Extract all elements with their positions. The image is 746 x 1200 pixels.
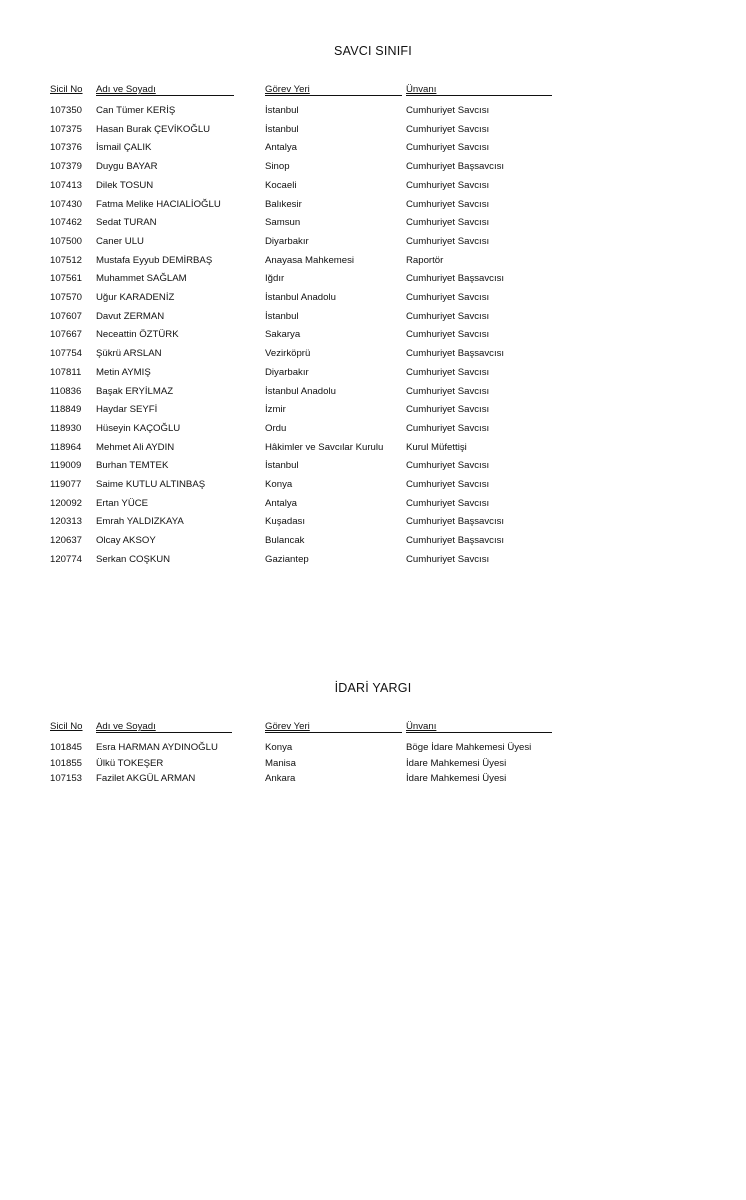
table-row <box>0 253 746 269</box>
cell-title: Cumhuriyet Savcısı <box>406 385 490 397</box>
cell-duty-place: Ankara <box>265 773 296 784</box>
cell-name: Hasan Burak ÇEVİKOĞLU <box>96 123 211 135</box>
cell-title: Böge İdare Mahkemesi Üyesi <box>406 742 532 753</box>
cell-duty-place: Antalya <box>265 497 297 509</box>
cell-duty-place: Iğdır <box>265 273 285 285</box>
header-duty-place: Görev Yeri <box>265 721 310 732</box>
table-row <box>0 514 746 530</box>
cell-sicil-no: 120637 <box>50 535 83 547</box>
cell-sicil-no: 107375 <box>50 123 83 135</box>
cell-name: Duygu BAYAR <box>96 161 158 173</box>
cell-sicil-no: 107430 <box>50 198 83 210</box>
cell-title: Cumhuriyet Başsavcısı <box>406 516 505 528</box>
cell-sicil-no: 107376 <box>50 142 83 154</box>
cell-sicil-no: 119077 <box>50 479 82 490</box>
header-name: Adı ve Soyadı <box>96 84 156 95</box>
cell-duty-place: İstanbul Anadolu <box>265 385 336 397</box>
cell-sicil-no: 107350 <box>50 105 83 116</box>
cell-title: Cumhuriyet Başsavcısı <box>406 161 505 173</box>
cell-duty-place: Sinop <box>265 161 290 173</box>
cell-duty-place: İstanbul <box>265 310 299 322</box>
table-row <box>0 346 746 362</box>
cell-title: Cumhuriyet Savcısı <box>406 123 490 135</box>
cell-duty-place: Samsun <box>265 217 301 229</box>
header-sicil-no: Sicil No <box>50 84 83 95</box>
cell-sicil-no: 101845 <box>50 742 83 753</box>
header-sicil-no: Sicil No <box>50 721 83 732</box>
header-duty-place: Görev Yeri <box>265 84 310 95</box>
table-row <box>0 756 746 772</box>
header-underline <box>406 95 552 96</box>
cell-duty-place: İstanbul <box>265 105 299 116</box>
cell-title: Cumhuriyet Savcısı <box>406 179 490 191</box>
table-row <box>0 421 746 437</box>
table-row <box>0 365 746 381</box>
cell-name: Başak ERYİLMAZ <box>96 385 174 397</box>
cell-title: Cumhuriyet Savcısı <box>406 142 490 154</box>
cell-title: Cumhuriyet Savcısı <box>406 105 490 116</box>
cell-name: Burhan TEMTEK <box>96 460 169 472</box>
cell-sicil-no: 107667 <box>50 329 83 341</box>
cell-name: Emrah YALDIZKAYA <box>96 516 184 528</box>
cell-title: Cumhuriyet Başsavcısı <box>406 348 505 360</box>
table-row <box>0 533 746 549</box>
table-row <box>0 402 746 418</box>
cell-duty-place: Ordu <box>265 422 287 434</box>
cell-title: Cumhuriyet Savcısı <box>406 217 490 229</box>
table-row <box>0 122 746 138</box>
cell-sicil-no: 107754 <box>50 348 83 360</box>
cell-sicil-no: 118849 <box>50 404 82 416</box>
cell-sicil-no: 107570 <box>50 292 83 303</box>
header-underline <box>265 95 402 96</box>
cell-sicil-no: 107153 <box>50 773 83 784</box>
cell-duty-place: Gaziantep <box>265 553 309 565</box>
header-underline <box>96 732 232 733</box>
cell-name: Serkan COŞKUN <box>96 553 171 565</box>
cell-duty-place: Vezirköprü <box>265 348 311 360</box>
table-row <box>0 740 746 756</box>
table-row <box>0 271 746 287</box>
cell-sicil-no: 110836 <box>50 385 82 397</box>
cell-sicil-no: 107379 <box>50 161 83 173</box>
table-row <box>0 458 746 474</box>
cell-sicil-no: 120313 <box>50 516 83 528</box>
cell-duty-place: Antalya <box>265 142 297 154</box>
cell-name: Şükrü ARSLAN <box>96 348 162 360</box>
cell-duty-place: Sakarya <box>265 329 301 341</box>
cell-sicil-no: 119009 <box>50 460 82 472</box>
cell-name: Metin AYMIŞ <box>96 366 151 378</box>
cell-name: Haydar SEYFİ <box>96 404 158 416</box>
cell-title: Cumhuriyet Başsavcısı <box>406 535 505 547</box>
cell-name: Saime KUTLU ALTINBAŞ <box>96 479 206 490</box>
table-row <box>0 178 746 194</box>
cell-sicil-no: 120092 <box>50 497 83 509</box>
cell-title: Cumhuriyet Savcısı <box>406 310 490 322</box>
cell-title: Cumhuriyet Savcısı <box>406 198 490 210</box>
cell-title: Cumhuriyet Savcısı <box>406 329 490 341</box>
cell-duty-place: İstanbul <box>265 460 299 472</box>
cell-title: Cumhuriyet Savcısı <box>406 460 490 472</box>
cell-name: Esra HARMAN AYDINOĞLU <box>96 742 218 753</box>
cell-name: Olcay AKSOY <box>96 535 156 547</box>
cell-name: Hüseyin KAÇOĞLU <box>96 422 181 434</box>
table-row <box>0 309 746 325</box>
cell-name: Fatma Melike HACIALİOĞLU <box>96 198 221 210</box>
header-name: Adı ve Soyadı <box>96 721 156 732</box>
cell-duty-place: Bulancak <box>265 535 305 547</box>
cell-title: Raportör <box>406 254 444 266</box>
table-row <box>0 103 746 119</box>
cell-sicil-no: 101855 <box>50 757 83 769</box>
section-title: SAVCI SINIFI <box>334 44 412 58</box>
cell-title: Cumhuriyet Savcısı <box>406 422 490 434</box>
cell-sicil-no: 107462 <box>50 217 83 229</box>
cell-duty-place: İzmir <box>265 404 286 416</box>
header-underline <box>96 95 234 96</box>
cell-title: Kurul Müfettişi <box>406 441 467 453</box>
section-title: İDARİ YARGI <box>334 681 412 695</box>
cell-name: Ülkü TOKEŞER <box>96 757 164 769</box>
cell-title: Cumhuriyet Savcısı <box>406 404 490 416</box>
table-row <box>0 327 746 343</box>
cell-sicil-no: 107561 <box>50 273 83 285</box>
cell-sicil-no: 120774 <box>50 553 83 565</box>
table-row <box>0 290 746 306</box>
table-row <box>0 771 746 787</box>
table-row <box>0 159 746 175</box>
cell-name: Caner ULU <box>96 235 144 247</box>
cell-name: İsmail ÇALIK <box>96 142 152 154</box>
table-row <box>0 384 746 400</box>
cell-duty-place: İstanbul <box>265 123 299 135</box>
table-row <box>0 197 746 213</box>
cell-duty-place: Manisa <box>265 757 296 769</box>
table-row <box>0 552 746 568</box>
cell-sicil-no: 118964 <box>50 441 82 453</box>
cell-duty-place: Kocaeli <box>265 179 297 191</box>
cell-title: İdare Mahkemesi Üyesi <box>406 773 507 784</box>
cell-duty-place: Diyarbakır <box>265 235 309 247</box>
table-row <box>0 140 746 156</box>
cell-title: Cumhuriyet Savcısı <box>406 292 490 303</box>
cell-name: Can Tümer KERİŞ <box>96 105 176 116</box>
cell-sicil-no: 118930 <box>50 422 82 434</box>
cell-title: Cumhuriyet Savcısı <box>406 553 490 565</box>
table-row <box>0 496 746 512</box>
table-row <box>0 234 746 250</box>
cell-sicil-no: 107811 <box>50 366 82 378</box>
cell-name: Sedat TURAN <box>96 217 157 229</box>
cell-title: Cumhuriyet Savcısı <box>406 479 490 490</box>
cell-title: Cumhuriyet Savcısı <box>406 366 490 378</box>
cell-sicil-no: 107512 <box>50 254 83 266</box>
cell-title: Cumhuriyet Savcısı <box>406 235 490 247</box>
cell-name: Uğur KARADENİZ <box>96 292 175 303</box>
table-row <box>0 215 746 231</box>
cell-duty-place: Diyarbakır <box>265 366 309 378</box>
cell-title: İdare Mahkemesi Üyesi <box>406 757 507 769</box>
cell-sicil-no: 107413 <box>50 179 83 191</box>
cell-sicil-no: 107607 <box>50 310 83 322</box>
header-underline <box>265 732 402 733</box>
cell-name: Neceattin ÖZTÜRK <box>96 329 179 341</box>
cell-name: Fazilet AKGÜL ARMAN <box>96 773 196 784</box>
cell-name: Ertan YÜCE <box>96 497 149 509</box>
header-title: Ünvanı <box>406 721 437 732</box>
cell-duty-place: İstanbul Anadolu <box>265 292 336 303</box>
cell-duty-place: Konya <box>265 742 293 753</box>
cell-duty-place: Hâkimler ve Savcılar Kurulu <box>265 441 384 453</box>
header-title: Ünvanı <box>406 84 437 95</box>
cell-name: Muhammet SAĞLAM <box>96 273 187 285</box>
cell-sicil-no: 107500 <box>50 235 83 247</box>
cell-name: Davut ZERMAN <box>96 310 165 322</box>
cell-duty-place: Anayasa Mahkemesi <box>265 254 355 266</box>
cell-duty-place: Kuşadası <box>265 516 306 528</box>
cell-name: Mustafa Eyyub DEMİRBAŞ <box>96 254 213 266</box>
table-row <box>0 477 746 493</box>
cell-duty-place: Konya <box>265 479 293 490</box>
cell-name: Dilek TOSUN <box>96 179 154 191</box>
header-underline <box>406 732 552 733</box>
cell-name: Mehmet Ali AYDIN <box>96 441 175 453</box>
table-row <box>0 440 746 456</box>
cell-title: Cumhuriyet Başsavcısı <box>406 273 505 285</box>
cell-duty-place: Balıkesir <box>265 198 302 210</box>
cell-title: Cumhuriyet Savcısı <box>406 497 490 509</box>
